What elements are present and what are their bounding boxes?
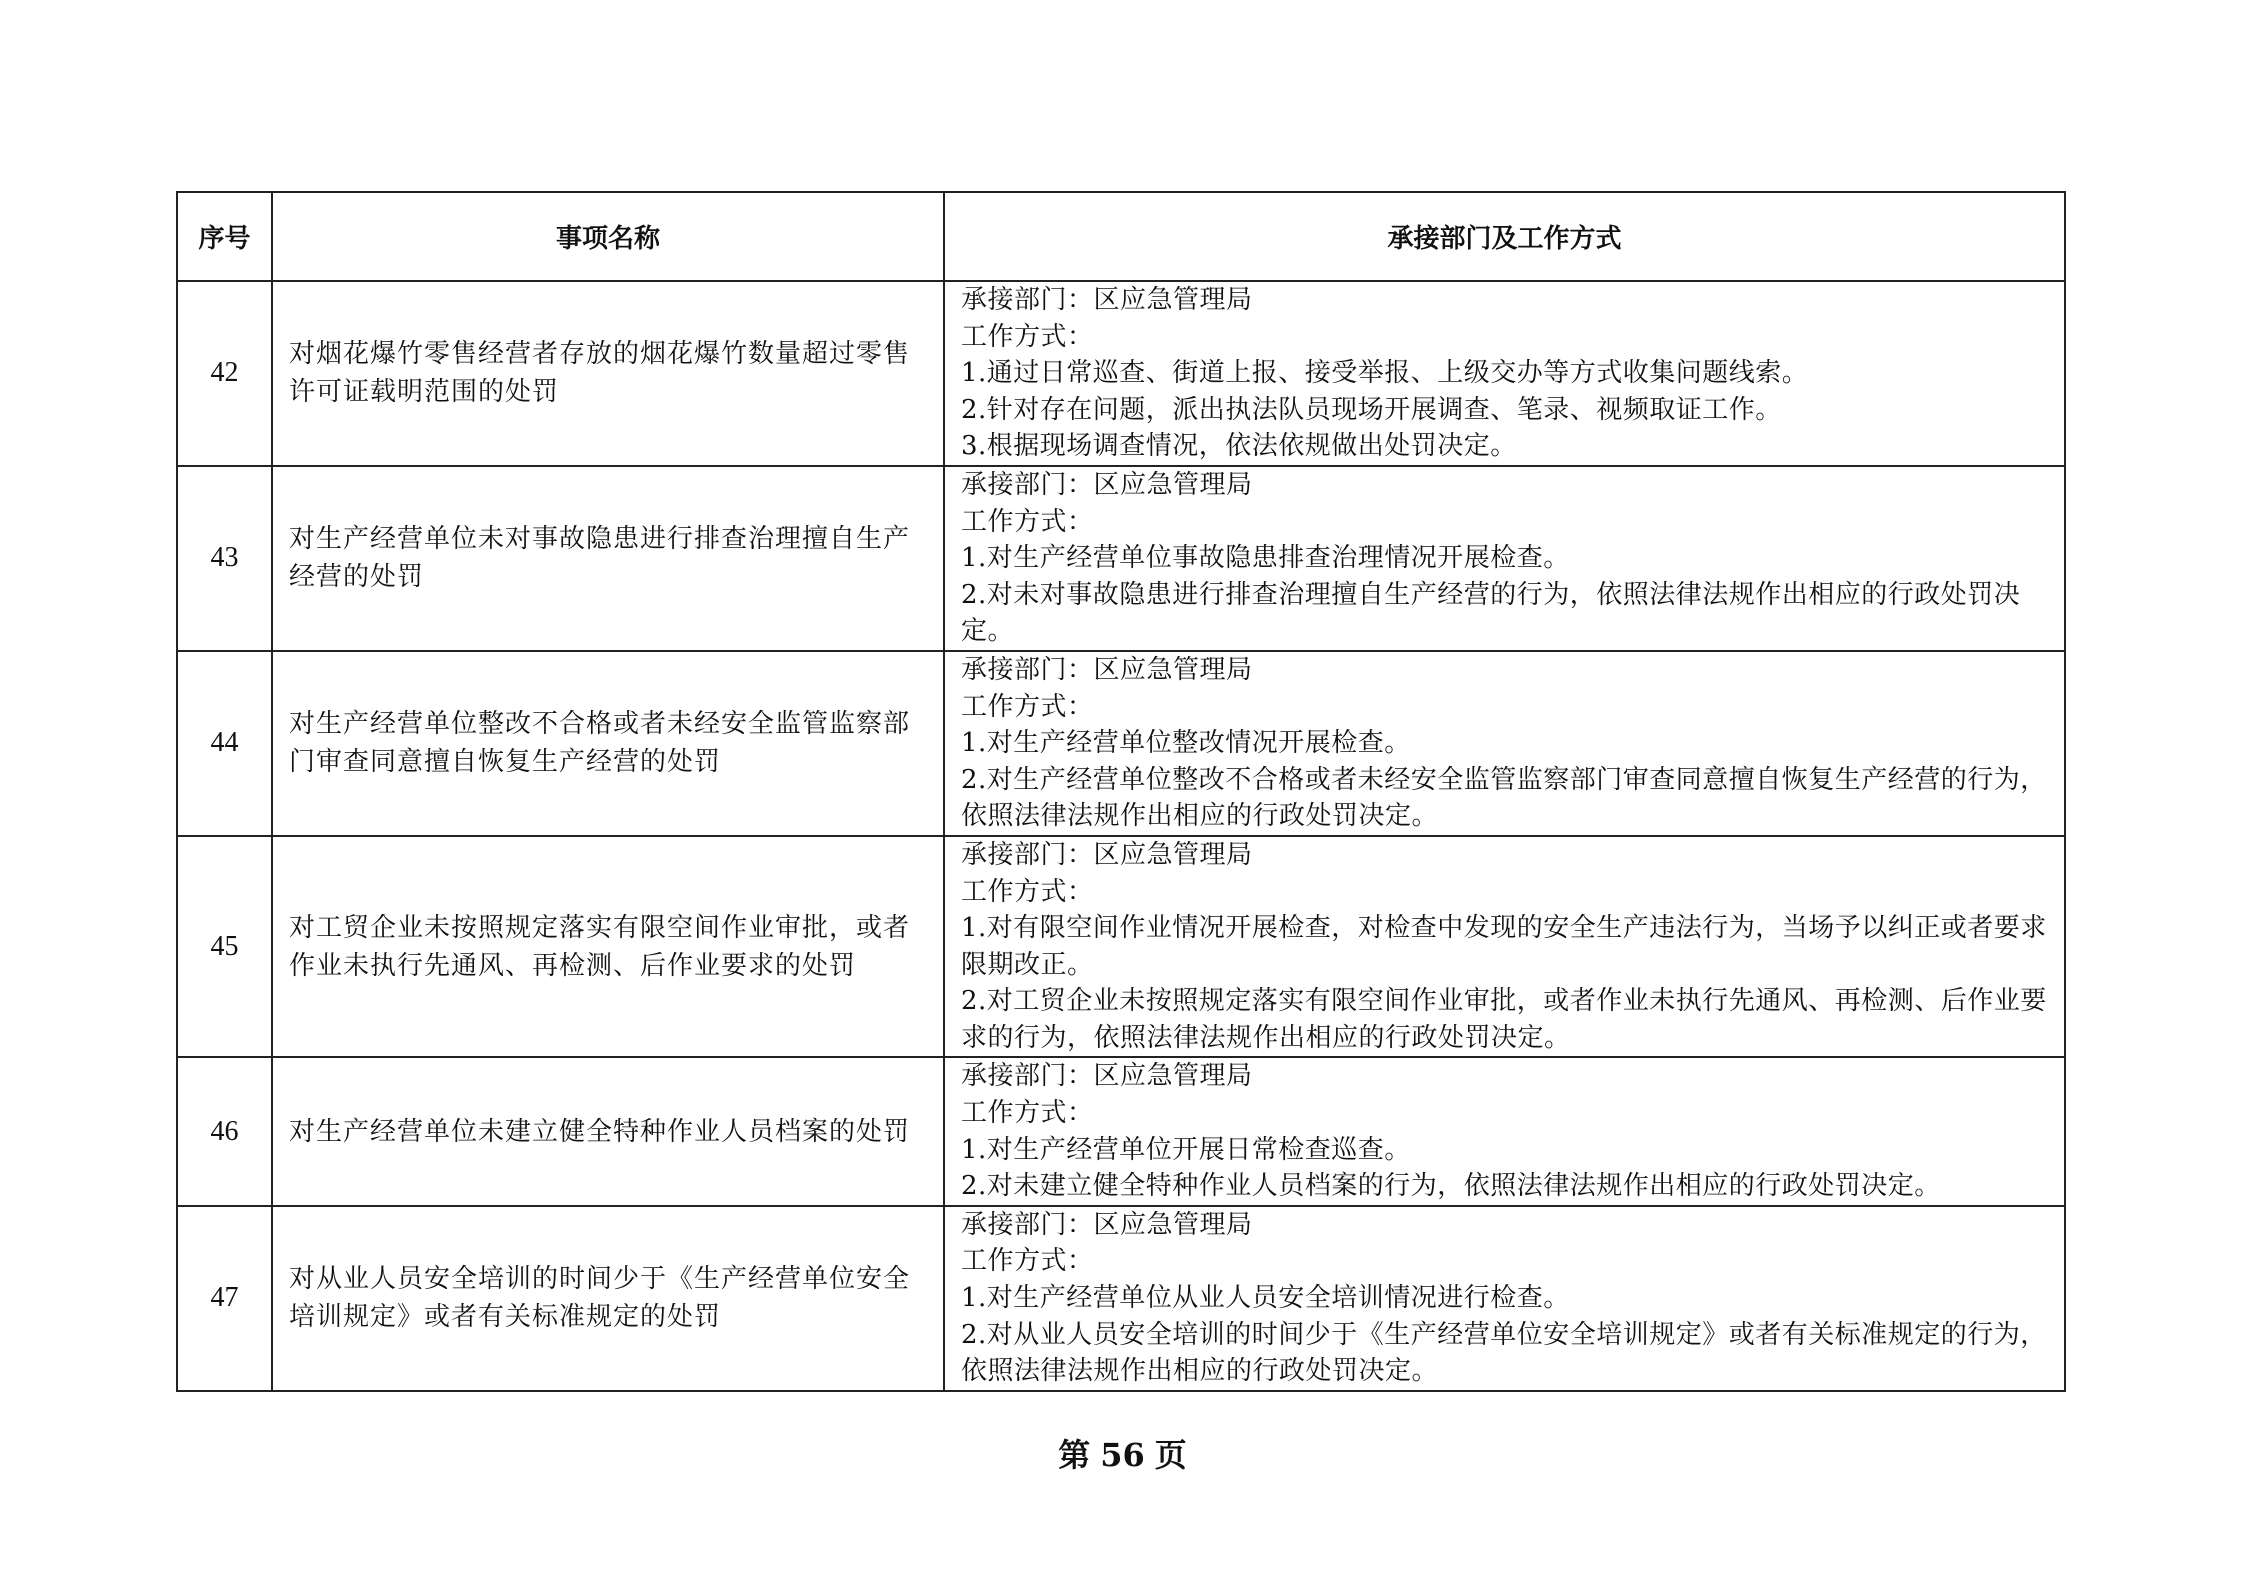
row-dept-method — [944, 1206, 2065, 1391]
row-seq: 42 — [177, 281, 272, 466]
dept-line: 2.针对存在问题，派出执法队员现场开展调查、笔录、视频取证工作。 — [961, 394, 1782, 425]
row-seq: 46 — [177, 1057, 272, 1205]
row-item-name: 对从业人员安全培训的时间少于《生产经营单位安全培训规定》或者有关标准规定的处罚 — [272, 1206, 944, 1391]
document-table — [176, 191, 2066, 1392]
header-name: 事项名称 — [272, 192, 944, 281]
row-dept-method — [944, 1057, 2065, 1205]
row-dept-method — [944, 651, 2065, 836]
dept-line: 2.对生产经营单位整改不合格或者未经安全监管监察部门审查同意擅自恢复生产经营的行为，依照法律法规作出相应的行政处罚决定。 — [961, 764, 2047, 832]
dept-line: 1.对生产经营单位从业人员安全培训情况进行检查。 — [961, 1283, 1570, 1314]
header-dept: 承接部门及工作方式 — [944, 192, 2065, 281]
row-item-name: 对烟花爆竹零售经营者存放的烟花爆竹数量超过零售许可证载明范围的处罚 — [272, 281, 944, 466]
row-seq: 43 — [177, 466, 272, 651]
dept-line: 1.对生产经营单位整改情况开展检查。 — [961, 728, 1411, 759]
row-item-name: 对生产经营单位未建立健全特种作业人员档案的处罚 — [272, 1057, 944, 1205]
dept-line: 1.对生产经营单位事故隐患排查治理情况开展检查。 — [961, 543, 1570, 574]
dept-line: 承接部门：区应急管理局 — [961, 1209, 1253, 1240]
row-dept-method — [944, 836, 2065, 1058]
dept-line: 1.对生产经营单位开展日常检查巡查。 — [961, 1134, 1411, 1165]
dept-line: 承接部门：区应急管理局 — [961, 654, 1253, 685]
row-seq: 47 — [177, 1206, 272, 1391]
footer-suffix: 页 — [1154, 1436, 1187, 1474]
dept-line: 2.对未建立健全特种作业人员档案的行为，依照法律法规作出相应的行政处罚决定。 — [961, 1171, 1941, 1202]
row-item-name: 对工贸企业未按照规定落实有限空间作业审批，或者作业未执行先通风、再检测、后作业要求的处罚 — [272, 836, 944, 1058]
table-body — [177, 281, 2065, 1391]
dept-line: 工作方式： — [961, 506, 1094, 537]
table-row — [177, 1057, 2065, 1205]
dept-line: 工作方式： — [961, 691, 1094, 722]
table-header — [177, 192, 2065, 281]
dept-line: 工作方式： — [961, 1246, 1094, 1277]
dept-line: 承接部门：区应急管理局 — [961, 285, 1253, 315]
header-row — [177, 192, 2065, 281]
page-footer — [0, 1430, 2245, 1476]
table-row — [177, 1206, 2065, 1391]
table-row — [177, 466, 2065, 651]
dept-line: 3.根据现场调查情况，依法依规做出处罚决定。 — [961, 431, 1517, 462]
row-seq: 44 — [177, 651, 272, 836]
table-row — [177, 651, 2065, 836]
dept-line: 工作方式： — [961, 321, 1094, 352]
dept-line: 2.对工贸企业未按照规定落实有限空间作业审批，或者作业未执行先通风、再检测、后作业要求的行为，依照法律法规作出相应的行政处罚决定。 — [961, 986, 2047, 1053]
table-row — [177, 281, 2065, 466]
page-number: 56 — [1100, 1436, 1145, 1474]
dept-line: 承接部门：区应急管理局 — [961, 469, 1253, 500]
dept-line: 1.对有限空间作业情况开展检查，对检查中发现的安全生产违法行为，当场予以纠正或者要求限期改正。 — [961, 913, 2047, 980]
row-item-name: 对生产经营单位未对事故隐患进行排查治理擅自生产经营的处罚 — [272, 466, 944, 651]
dept-line: 工作方式： — [961, 876, 1094, 907]
dept-line: 承接部门：区应急管理局 — [961, 839, 1253, 870]
dept-line: 工作方式： — [961, 1098, 1094, 1129]
footer-prefix: 第 — [1058, 1436, 1091, 1474]
dept-line: 2.对从业人员安全培训的时间少于《生产经营单位安全培训规定》或者有关标准规定的行为，依照法律法规作出相应的行政处罚决定。 — [961, 1319, 2047, 1387]
row-dept-method — [944, 281, 2065, 466]
row-item-name: 对生产经营单位整改不合格或者未经安全监管监察部门审查同意擅自恢复生产经营的处罚 — [272, 651, 944, 836]
dept-line: 承接部门：区应急管理局 — [961, 1061, 1253, 1092]
dept-line: 1.通过日常巡查、街道上报、接受举报、上级交办等方式收集问题线索。 — [961, 358, 1809, 389]
dept-line: 2.对未对事故隐患进行排查治理擅自生产经营的行为，依照法律法规作出相应的行政处罚决定。 — [961, 579, 2021, 647]
row-dept-method — [944, 466, 2065, 651]
table-row — [177, 836, 2065, 1058]
row-seq: 45 — [177, 836, 272, 1058]
header-seq: 序号 — [177, 192, 272, 281]
